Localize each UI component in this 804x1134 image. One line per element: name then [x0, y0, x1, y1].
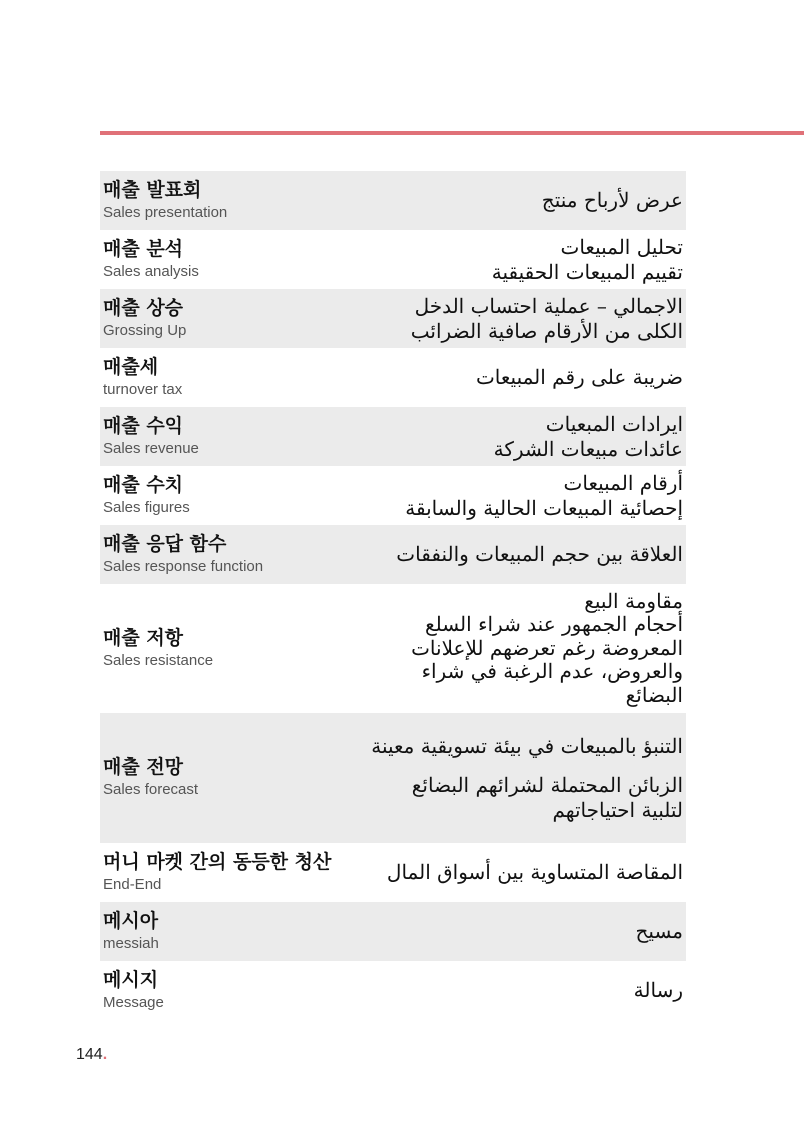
- english-term: Grossing Up: [103, 321, 187, 339]
- glossary-entry: [100, 171, 686, 230]
- english-term: Sales analysis: [103, 262, 199, 280]
- arabic-definition: أرقام المبيعات إحصائية المبيعات الحالية والسابقة: [405, 470, 683, 520]
- english-term: Sales response function: [103, 557, 264, 575]
- korean-term: 매출 분석: [103, 237, 184, 260]
- glossary-entry: [100, 902, 686, 961]
- korean-term: 메시아: [103, 909, 159, 932]
- arabic-definition: مسيح: [635, 919, 683, 943]
- glossary-entry: [100, 466, 686, 525]
- english-term: Sales presentation: [103, 203, 228, 221]
- korean-term: 매출 전망: [103, 756, 184, 778]
- english-term: messiah: [103, 934, 159, 952]
- header-rule: [100, 131, 804, 135]
- arabic-definition: الاجمالي – عملية احتساب الدخل الكلى من الأرقام صافية الضرائب: [410, 293, 683, 343]
- english-term: turnover tax: [103, 380, 183, 398]
- glossary-entry: [100, 289, 686, 348]
- page-number: 144.: [76, 1046, 108, 1063]
- glossary-entry: [100, 713, 686, 843]
- english-term: End-End: [103, 875, 162, 893]
- arabic-definition: التنبؤ بالمبيعات في بيئة تسويقية معينة الزبائن المحتملة لشرائهم البضائع لتلبية احتياجاتهم: [371, 733, 683, 822]
- arabic-definition: تحليل المبيعات تقييم المبيعات الحقيقية: [491, 234, 683, 284]
- arabic-definition: عرض لأرباح منتج: [541, 188, 683, 212]
- arabic-definition: ايرادات المبعيات عائدات مبيعات الشركة: [493, 411, 683, 461]
- korean-term: 매출 저항: [103, 626, 184, 649]
- english-term: Sales forecast: [103, 781, 199, 798]
- glossary-entry: [100, 961, 686, 1020]
- korean-term: 매출 수익: [103, 414, 184, 437]
- arabic-definition: مقاومة البيع أحجام الجمهور عند شراء السلع المعروضة رغم تعرضهم للإعلانات والعروض، عدم الرغبة في شراء البضائع: [411, 588, 683, 707]
- korean-term: 머니 마켓 간의 동등한 청산: [103, 850, 332, 873]
- english-term: Sales revenue: [103, 439, 199, 457]
- glossary-entry: [100, 230, 686, 289]
- english-term: Sales figures: [103, 498, 190, 516]
- english-term: Sales resistance: [103, 651, 214, 669]
- glossary-entry: [100, 348, 686, 407]
- glossary-entry: [100, 584, 686, 713]
- korean-term: 매출세: [103, 355, 159, 378]
- korean-term: 매출 응답 함수: [103, 532, 227, 555]
- korean-term: 메시지: [103, 968, 159, 991]
- page-number-dot: .: [102, 1046, 108, 1063]
- korean-term: 매출 수치: [103, 473, 184, 496]
- glossary-entry: [100, 843, 686, 902]
- arabic-definition: رسالة: [633, 978, 683, 1002]
- arabic-definition: المقاصة المتساوية بين أسواق المال: [386, 860, 683, 884]
- glossary-entry: [100, 407, 686, 466]
- korean-term: 매출 발표회: [103, 178, 202, 201]
- glossary-list: [100, 171, 686, 1020]
- arabic-definition: ضريبة على رقم المبيعات: [475, 365, 683, 389]
- korean-term: 매출 상승: [103, 296, 184, 319]
- arabic-definition: العلاقة بين حجم المبيعات والنفقات: [396, 542, 683, 566]
- glossary-entry: [100, 525, 686, 584]
- english-term: Message: [103, 993, 164, 1011]
